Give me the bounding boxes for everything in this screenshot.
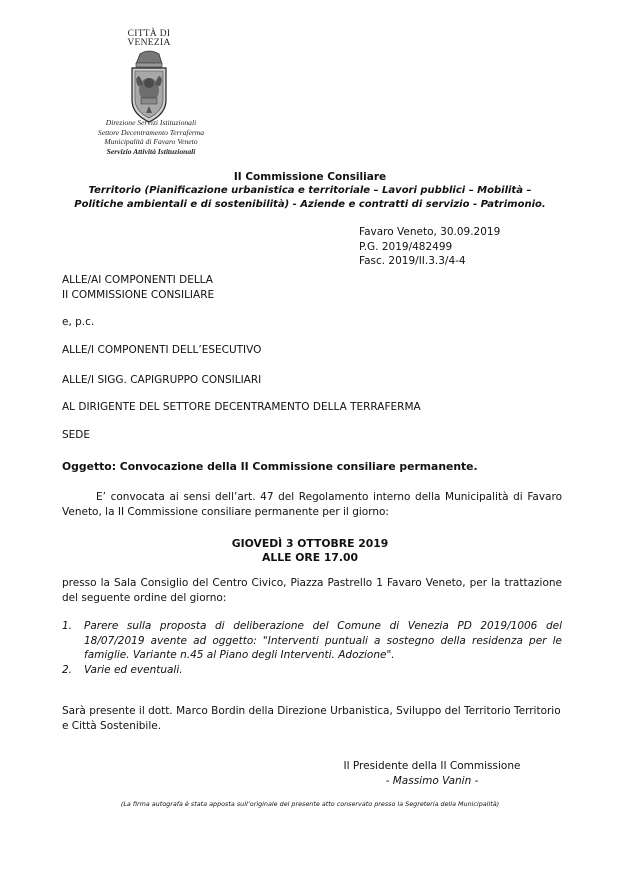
protocol-number: P.G. 2019/482499 (359, 240, 453, 253)
location-paragraph: presso la Sala Consiglio del Centro Civico, Piazza Pastrello 1 Favaro Veneto, per la trattazione del seguente ordine del giorno: (62, 577, 562, 604)
signature-role: Il Presidente della II Commissione (343, 760, 521, 772)
place-date: Favaro Veneto, 30.09.2019 (359, 226, 501, 238)
dept-line: Direzione Servizi Istituzionali (105, 118, 197, 127)
city-name: CITTÀ DI VENEZIA (127, 29, 171, 48)
commission-subtitle: Territorio (Pianificazione urbanistica e territoriale – Lavori pubblici – Mobilità – Politiche ambientali e di sostenibilità) - Aziende e contratti di servizio - Patrimonio. (74, 185, 546, 210)
recipient-commission-members: ALLE/AI COMPONENTI DELLA II COMMISSIONE CONSILIARE (62, 274, 215, 301)
date-protocol-block (359, 225, 500, 269)
recipient-group-leaders: ALLE/I SIGG. CAPIGRUPPO CONSILIARI (62, 374, 262, 386)
subject-line: Oggetto: Convocazione della II Commissione consiliare permanente. (62, 460, 478, 473)
city-emblem-block (118, 30, 180, 124)
recipient-executive: ALLE/I COMPONENTI DELL’ESECUTIVO (62, 344, 262, 356)
meeting-datetime (0, 537, 620, 564)
presence-paragraph: Sarà presente il dott. Marco Bordin della Direzione Urbanistica, Sviluppo del Territorio Territorio e Città Sostenibile. (62, 705, 561, 732)
department-block (70, 118, 232, 156)
recipient-manager: AL DIRIGENTE DEL SETTORE DECENTRAMENTO DELLA TERRAFERMA (62, 401, 421, 413)
dept-line: Municipalità di Favaro Veneto (104, 137, 198, 147)
commission-title: II Commissione Consiliare (233, 171, 387, 183)
agenda-item: 1. Parere sulla proposta di deliberazione del Comune di Venezia PD 2019/1006 del 18/07/2019 avente ad oggetto: "Interventi puntuali a sostegno della residenza per le famiglie. Variante n.45 al Piano degli Interventi. Adozione". (62, 620, 562, 661)
signature-name: - Massimo Vanin - (385, 774, 479, 787)
footnote: (La firma autografa è stata apposta sull’originale del presente atto conservato presso la Segreteria della Municipalità) (120, 800, 500, 808)
agenda-item: 2. Varie ed eventuali. (62, 663, 183, 676)
file-number: Fasc. 2019/II.3.3/4-4 (359, 255, 466, 267)
venice-coat-of-arms-icon (126, 50, 172, 124)
recipient-seat: SEDE (62, 429, 91, 441)
signature-block (300, 759, 564, 788)
intro-paragraph: E’ convocata ai sensi dell’art. 47 del Regolamento interno della Municipalità di Favaro Veneto, la II Commissione consiliare permanente per il giorno: (62, 491, 562, 518)
dept-line: Settore Decentramento Terraferma (97, 127, 205, 137)
recipient-cc: e, p.c. (62, 316, 95, 328)
meeting-time: ALLE ORE 17.00 (261, 550, 359, 564)
meeting-date: GIOVEDÌ 3 OTTOBRE 2019 (231, 537, 389, 550)
service-line: Servizio Attività Istituzionali (106, 146, 196, 156)
agenda-list (62, 619, 562, 677)
